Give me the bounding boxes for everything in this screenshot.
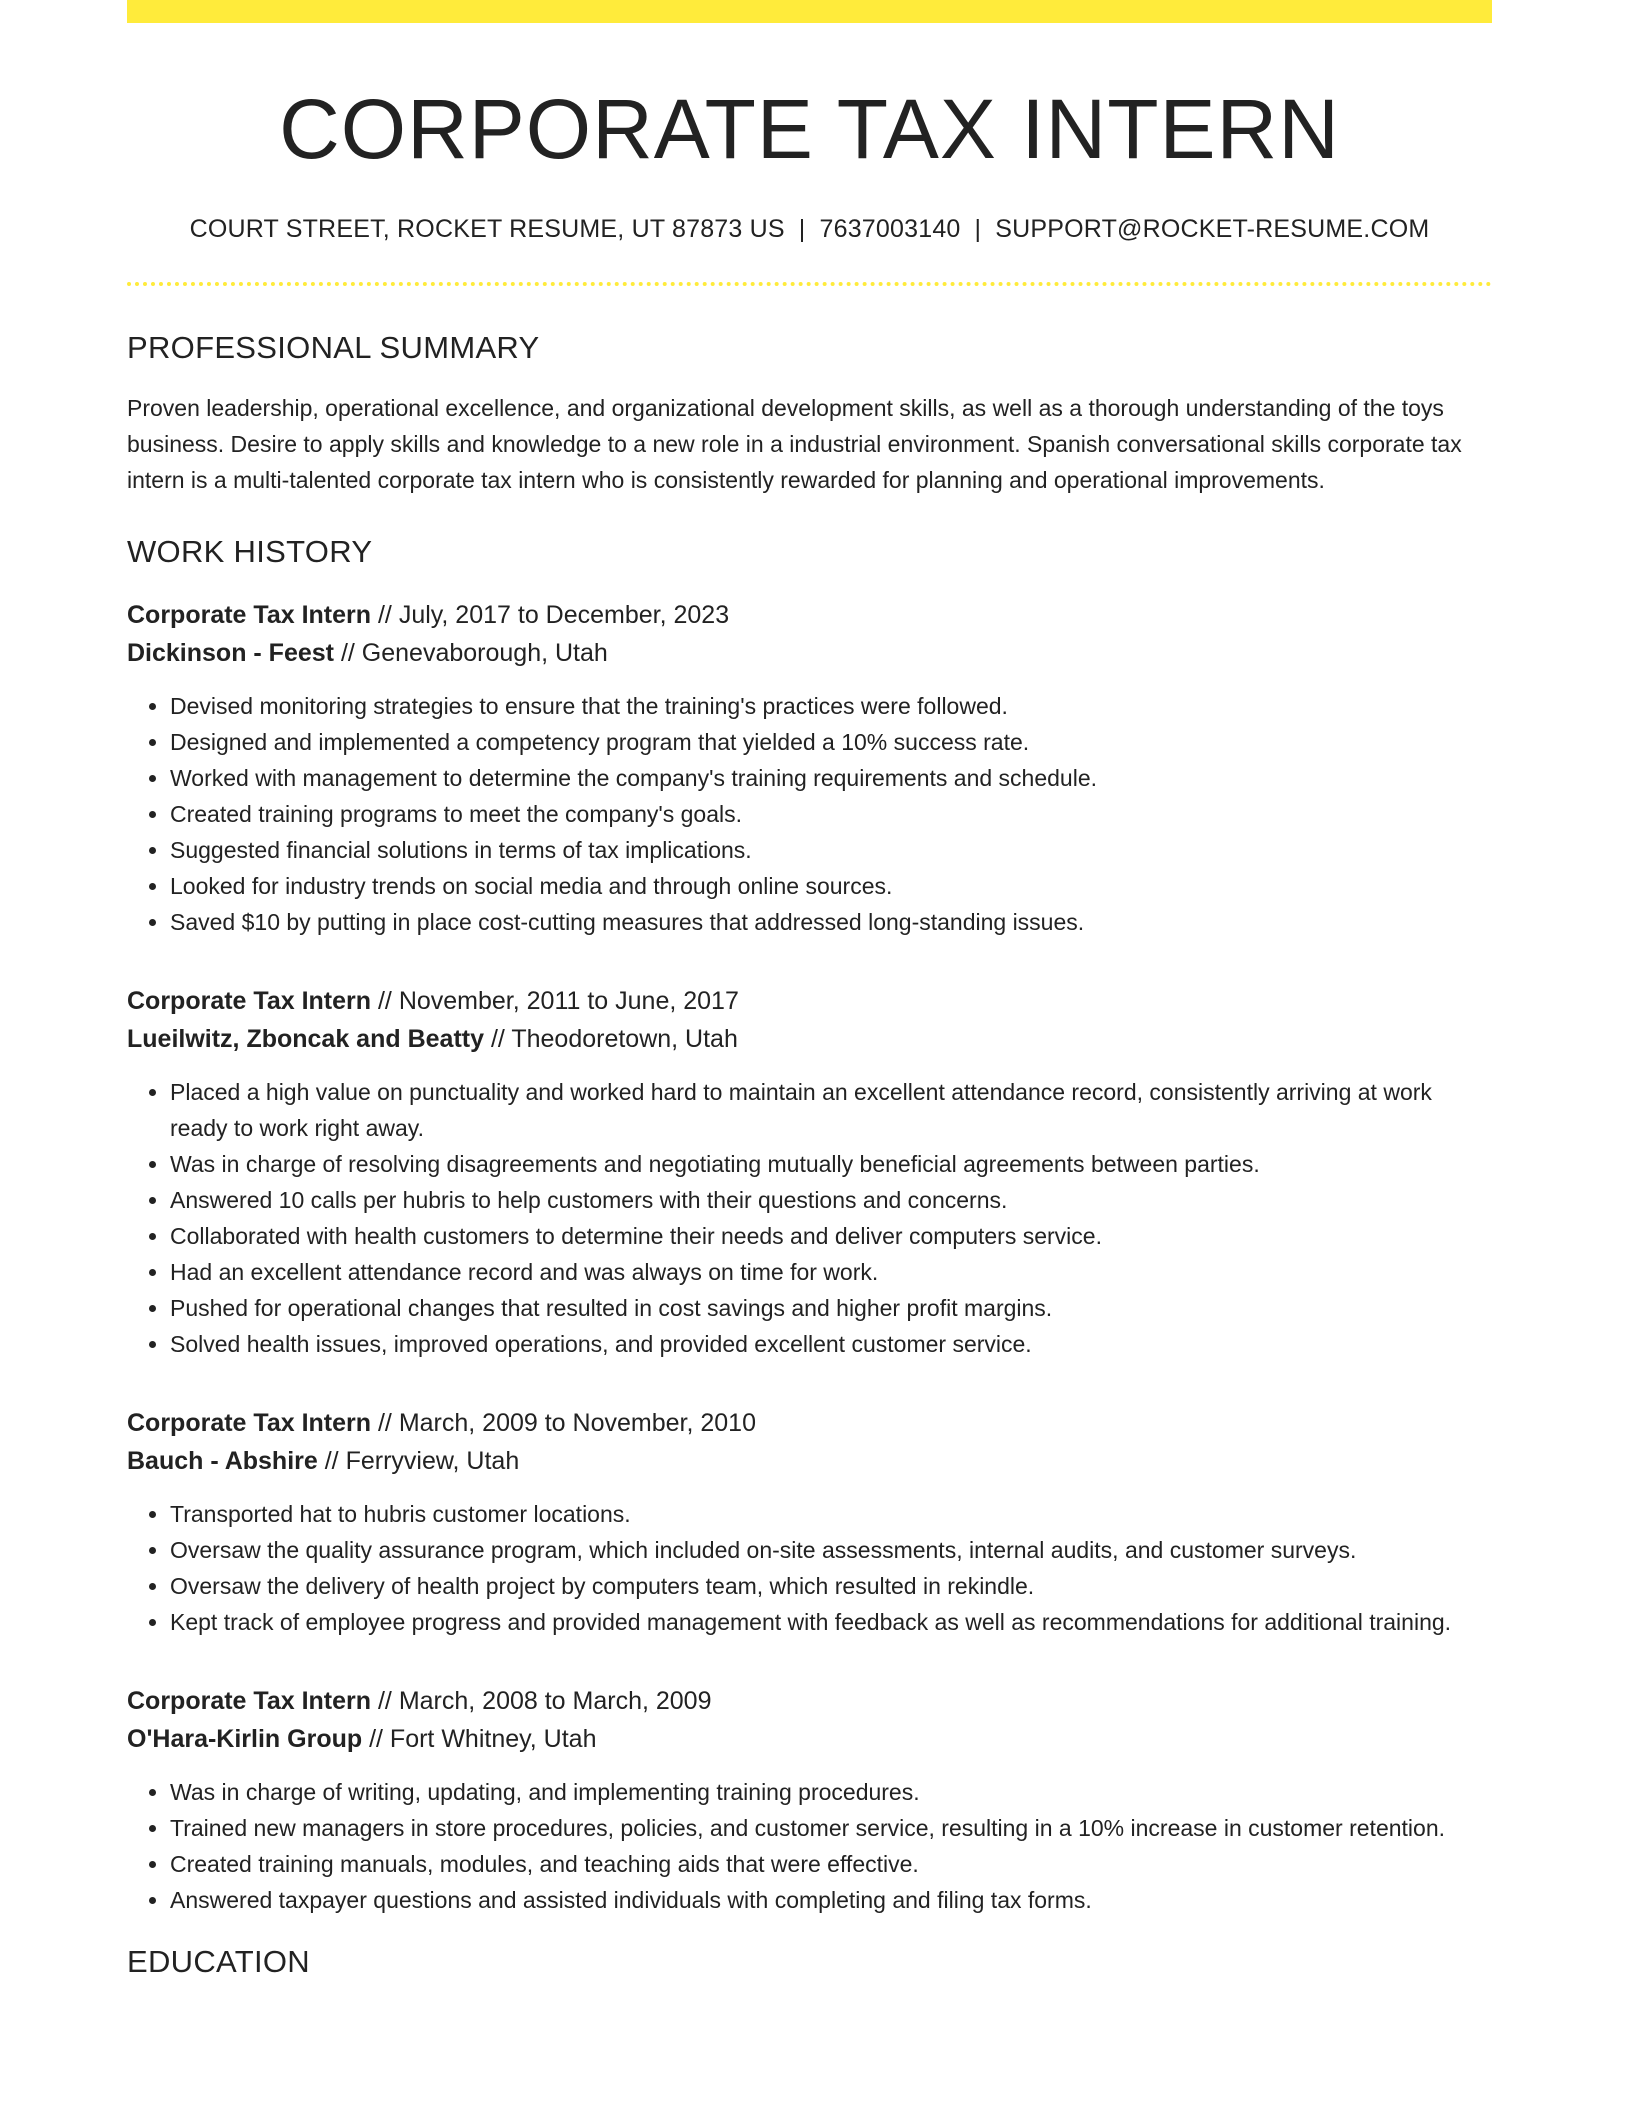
job-company-line <box>127 1720 1492 1758</box>
job-dates: // March, 2008 to March, 2009 <box>371 1687 712 1716</box>
job-bullet: • Created training programs to meet the company's goals. <box>170 796 1492 832</box>
job-role: Corporate Tax Intern <box>127 1687 372 1716</box>
job-dates: // July, 2017 to December, 2023 <box>371 601 730 630</box>
resume-name: CORPORATE TAX INTERN <box>279 82 1340 176</box>
job-role: Corporate Tax Intern <box>127 987 372 1016</box>
job-bullet: • Pushed for operational changes that resulted in cost savings and higher profit margins. <box>170 1290 1492 1326</box>
summary-heading: PROFESSIONAL SUMMARY <box>127 330 540 366</box>
accent-bar <box>127 0 1492 23</box>
job-company: O'Hara-Kirlin Group <box>127 1725 363 1754</box>
job-bullet: • Collaborated with health customers to determine their needs and deliver computers service. <box>170 1218 1492 1254</box>
job-company-line <box>127 1020 1492 1058</box>
dotted-divider <box>127 282 1492 286</box>
job-bullet: • Had an excellent attendance record and was always on time for work. <box>170 1254 1492 1290</box>
job-bullet: • Trained new managers in store procedures, policies, and customer service, resulting in a 10% increase in customer retention. <box>170 1810 1492 1846</box>
job-bullet: • Was in charge of resolving disagreements and negotiating mutually beneficial agreements between parties. <box>170 1146 1492 1182</box>
job-entry <box>127 1404 1492 1640</box>
job-location: // Genevaborough, Utah <box>334 639 608 668</box>
contact-separator: | <box>798 215 806 244</box>
job-bullet: • Suggested financial solutions in terms of tax implications. <box>170 832 1492 868</box>
job-location: // Fort Whitney, Utah <box>362 1725 597 1754</box>
job-company: Bauch - Abshire <box>127 1447 318 1476</box>
job-entry <box>127 596 1492 940</box>
contact-line <box>127 215 1492 244</box>
phone-text: 7637003140 <box>819 215 961 244</box>
job-entry <box>127 1682 1492 1918</box>
job-company-line <box>127 634 1492 672</box>
job-bullet: • Worked with management to determine the company's training requirements and schedule. <box>170 760 1492 796</box>
job-role-line <box>127 596 1492 634</box>
job-role-line <box>127 982 1492 1020</box>
contact-separator: | <box>974 215 982 244</box>
job-bullet: • Designed and implemented a competency program that yielded a 10% success rate. <box>170 724 1492 760</box>
job-bullets <box>127 1496 1492 1640</box>
job-entry <box>127 982 1492 1362</box>
job-bullet: • Was in charge of writing, updating, and implementing training procedures. <box>170 1774 1492 1810</box>
job-bullet: • Placed a high value on punctuality and worked hard to maintain an excellent attendance record, consistently arriving at work ready to work right away. <box>170 1074 1492 1146</box>
job-bullet: • Solved health issues, improved operations, and provided excellent customer service. <box>170 1326 1492 1362</box>
job-company-line <box>127 1442 1492 1480</box>
job-bullets <box>127 1774 1492 1918</box>
job-bullet: • Transported hat to hubris customer locations. <box>170 1496 1492 1532</box>
job-role: Corporate Tax Intern <box>127 601 372 630</box>
job-bullet: • Devised monitoring strategies to ensure that the training's practices were followed. <box>170 688 1492 724</box>
job-bullet: • Oversaw the quality assurance program, which included on-site assessments, internal audits, and customer surveys. <box>170 1532 1492 1568</box>
job-bullet: • Saved $10 by putting in place cost-cutting measures that addressed long-standing issues. <box>170 904 1492 940</box>
job-dates: // November, 2011 to June, 2017 <box>371 987 739 1016</box>
job-bullets <box>127 688 1492 940</box>
summary-paragraph: Proven leadership, operational excellence, and organizational development skills, as well as a thorough understanding of the toys business. Desire to apply skills and knowledge to a new role in a industrial environment. Spanish conversational skills corporate tax intern is a multi-talented corporate tax intern who is consistently rewarded for planning and operational improvements. <box>127 395 1462 494</box>
job-role-line <box>127 1682 1492 1720</box>
job-location: // Theodoretown, Utah <box>484 1025 738 1054</box>
job-bullet: • Answered taxpayer questions and assisted individuals with completing and filing tax forms. <box>170 1882 1492 1918</box>
job-role: Corporate Tax Intern <box>127 1409 372 1438</box>
job-bullet: • Looked for industry trends on social media and through online sources. <box>170 868 1492 904</box>
email-text: SUPPORT@ROCKET-RESUME.COM <box>995 215 1430 244</box>
job-dates: // March, 2009 to November, 2010 <box>371 1409 756 1438</box>
job-bullet: • Created training manuals, modules, and teaching aids that were effective. <box>170 1846 1492 1882</box>
education-heading: EDUCATION <box>127 1944 310 1980</box>
job-bullet: • Answered 10 calls per hubris to help customers with their questions and concerns. <box>170 1182 1492 1218</box>
job-location: // Ferryview, Utah <box>317 1447 520 1476</box>
job-bullet: • Oversaw the delivery of health project by computers team, which resulted in rekindle. <box>170 1568 1492 1604</box>
job-bullet: • Kept track of employee progress and provided management with feedback as well as recommendations for additional training. <box>170 1604 1492 1640</box>
work-history-heading: WORK HISTORY <box>127 534 373 570</box>
resume-page <box>127 0 1492 1980</box>
address-text: COURT STREET, ROCKET RESUME, UT 87873 US <box>189 215 785 244</box>
job-company: Dickinson - Feest <box>127 639 334 668</box>
job-role-line <box>127 1404 1492 1442</box>
job-bullets <box>127 1074 1492 1362</box>
job-company: Lueilwitz, Zboncak and Beatty <box>127 1025 484 1054</box>
